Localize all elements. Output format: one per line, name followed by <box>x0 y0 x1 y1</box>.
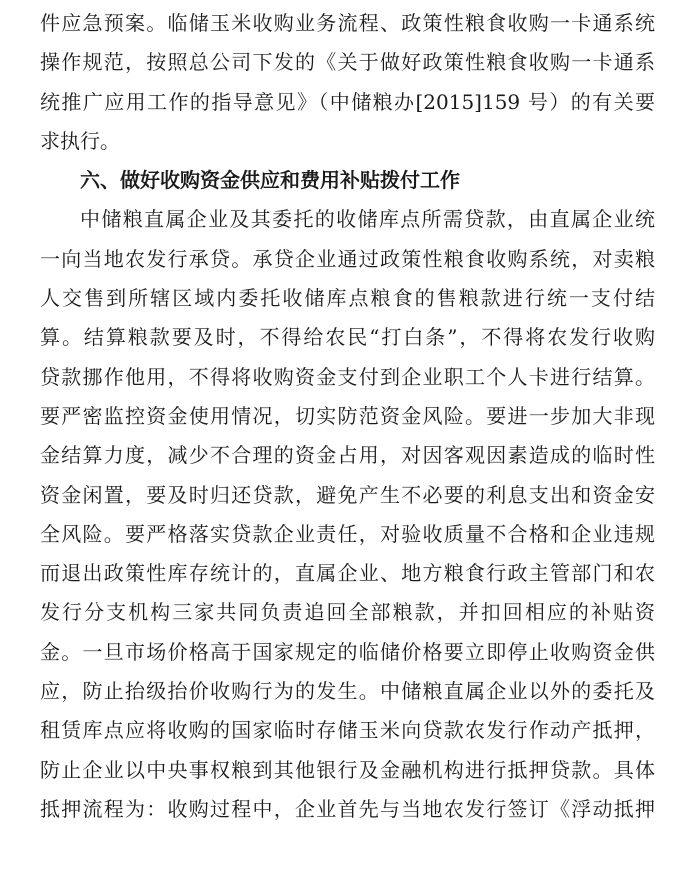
text-line: 件应急预案。临储玉米收购业务流程、政策性粮食收购一卡通系统 <box>40 11 655 35</box>
text-line: 抵押流程为：收购过程中，企业首先与当地农发行签订《浮动抵押 <box>40 796 655 821</box>
text-line: 要严密监控资金使用情况，切实防范资金风险。要进一步加大非现 <box>40 403 655 428</box>
text-line: 而退出政策性库存统计的，直属企业、地方粮食行政主管部门和农 <box>40 561 655 586</box>
document-page <box>0 4 695 875</box>
text-line: 防止企业以中央事权粮到其他银行及金融机构进行抵押贷款。具体 <box>40 757 655 782</box>
text-line: 人交售到所辖区域内委托收储库点粮食的售粮款进行统一支付结 <box>40 286 655 311</box>
text-line: 金结算力度，减少不合理的资金占用，对因客观因素造成的临时性 <box>40 443 655 468</box>
text-line: 操作规范，按照总公司下发的《关于做好政策性粮食收购一卡通系 <box>40 50 655 75</box>
text-line: 算。结算粮款要及时，不得给农民“打白条”，不得将农发行收购 <box>40 325 655 350</box>
text-line: 全风险。要严格落实贷款企业责任，对验收质量不合格和企业违规 <box>40 521 655 546</box>
text-line: 应，防止抬级抬价收购行为的发生。中储粮直属企业以外的委托及 <box>40 679 655 704</box>
text-line: 中储粮直属企业及其委托的收储库点所需贷款，由直属企业统 <box>80 207 655 232</box>
text-line: 求执行。 <box>40 128 120 153</box>
text-line: 租赁库点应将收购的国家临时存储玉米向贷款农发行作动产抵押， <box>40 718 655 743</box>
text-line: 金。一旦市场价格高于国家规定的临储价格要立即停止收购资金供 <box>40 639 655 664</box>
text-line: 一向当地农发行承贷。承贷企业通过政策性粮食收购系统，对卖粮 <box>40 246 655 271</box>
text-line: 发行分支机构三家共同负责追回全部粮款，并扣回相应的补贴资 <box>40 600 655 625</box>
text-line: 统推广应用工作的指导意见》（中储粮办[2015]159 号）的有关要 <box>40 89 655 114</box>
text-line: 贷款挪作他用，不得将收购资金支付到企业职工个人卡进行结算。 <box>40 364 655 389</box>
text-line: 资金闲置，要及时归还贷款，避免产生不必要的利息支出和资金安 <box>40 482 655 507</box>
section-heading: 六、做好收购资金供应和费用补贴拨付工作 <box>80 168 460 193</box>
